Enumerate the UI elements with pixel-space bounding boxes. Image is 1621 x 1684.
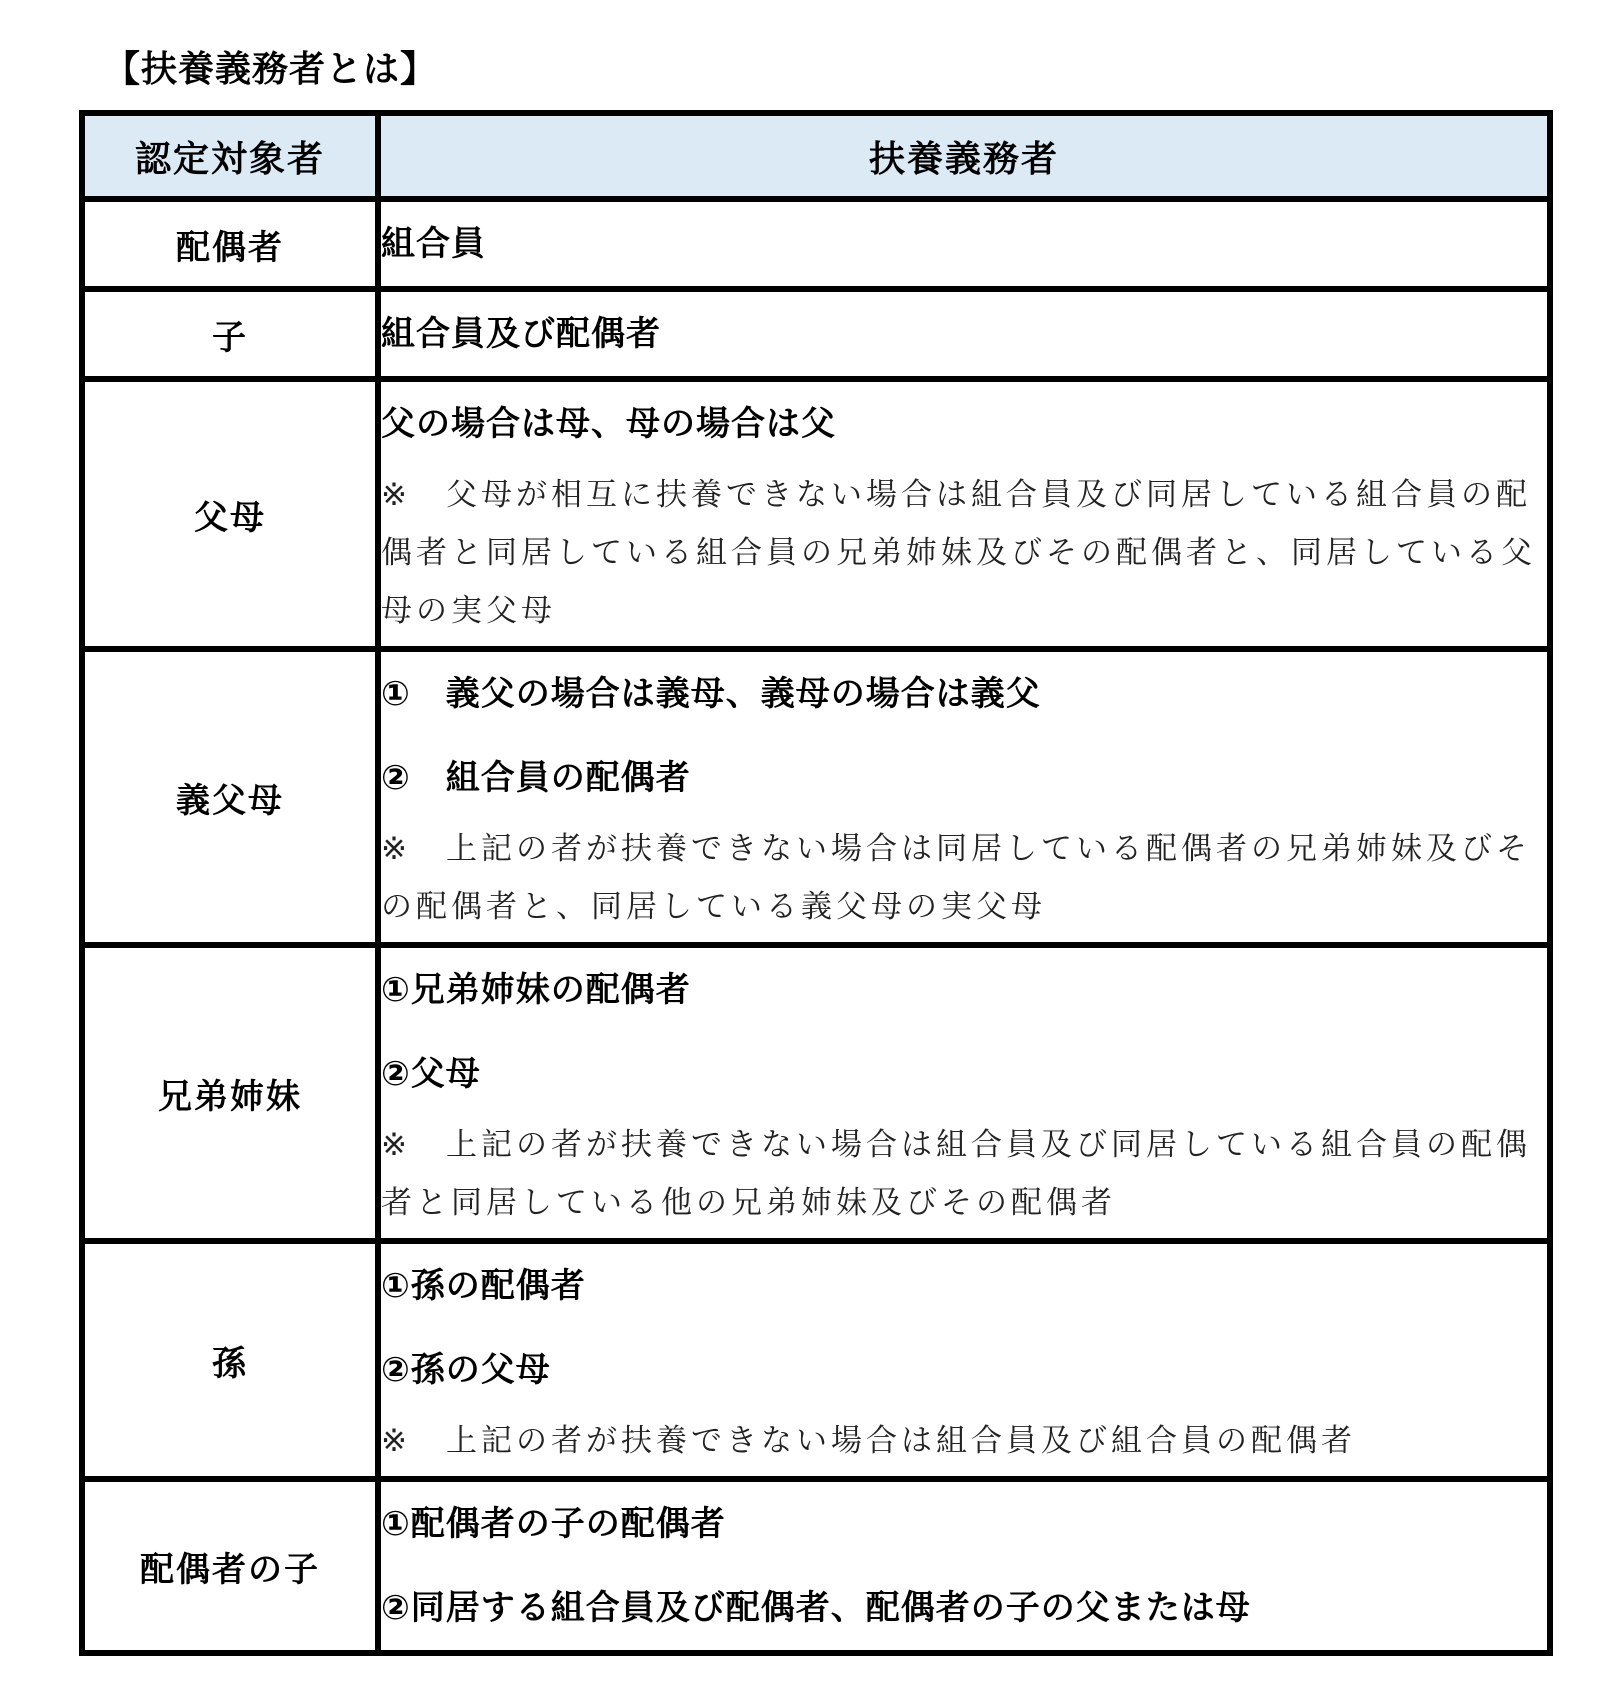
row-obligor-cell xyxy=(378,1479,1550,1653)
row-target-child: 子 xyxy=(82,289,378,379)
obligor-note: ※ 上記の者が扶養できない場合は組合員及び組合員の配偶者 xyxy=(381,1423,1356,1459)
row-target-spouse-child: 配偶者の子 xyxy=(82,1479,378,1653)
table-row xyxy=(82,289,1550,379)
obligor-line: ②孫の父母 xyxy=(381,1350,551,1390)
dependent-obligor-table xyxy=(79,110,1553,1656)
table-row xyxy=(82,1241,1550,1479)
row-obligor-cell xyxy=(378,199,1550,289)
row-obligor-cell xyxy=(378,649,1550,945)
row-obligor-cell xyxy=(378,379,1550,649)
row-obligor-cell xyxy=(378,289,1550,379)
row-target-parents: 父母 xyxy=(82,379,378,649)
row-target-grandchild: 孫 xyxy=(82,1241,378,1479)
obligor-note: ※ 父母が相互に扶養できない場合は組合員及び同居している組合員の配偶者と同居している組合員の兄弟姉妹及びその配偶者と、同居している父母の実父母 xyxy=(381,477,1536,629)
row-target-parents-in-law: 義父母 xyxy=(82,649,378,945)
row-obligor-cell xyxy=(378,1241,1550,1479)
obligor-line: ②同居する組合員及び配偶者、配偶者の子の父または母 xyxy=(381,1588,1251,1628)
table-row xyxy=(82,379,1550,649)
header-target: 認定対象者 xyxy=(82,113,378,199)
obligor-line: 組合員 xyxy=(381,224,486,264)
row-obligor-cell xyxy=(378,945,1550,1241)
obligor-line: 父の場合は母、母の場合は父 xyxy=(381,404,836,444)
obligor-line: ①兄弟姉妹の配偶者 xyxy=(381,970,691,1010)
obligor-line: ① 義父の場合は義母、義母の場合は義父 xyxy=(381,674,1041,714)
header-obligor: 扶養義務者 xyxy=(378,113,1550,199)
table-row xyxy=(82,199,1550,289)
page-title: 【扶養義務者とは】 xyxy=(104,49,438,90)
obligor-note: ※ 上記の者が扶養できない場合は同居している配偶者の兄弟姉妹及びその配偶者と、同居している義父母の実父母 xyxy=(381,831,1531,925)
obligor-line: 組合員及び配偶者 xyxy=(381,314,661,354)
table-row xyxy=(82,649,1550,945)
obligor-line: ①配偶者の子の配偶者 xyxy=(381,1504,726,1544)
table-row xyxy=(82,1479,1550,1653)
row-target-siblings: 兄弟姉妹 xyxy=(82,945,378,1241)
table-row xyxy=(82,945,1550,1241)
obligor-note: ※ 上記の者が扶養できない場合は組合員及び同居している組合員の配偶者と同居している他の兄弟姉妹及びその配偶者 xyxy=(381,1127,1531,1221)
row-target-spouse: 配偶者 xyxy=(82,199,378,289)
obligor-line: ② 組合員の配偶者 xyxy=(381,758,691,798)
obligor-line: ①孫の配偶者 xyxy=(381,1266,586,1306)
table-header-row xyxy=(82,113,1550,199)
obligor-line: ②父母 xyxy=(381,1054,481,1094)
